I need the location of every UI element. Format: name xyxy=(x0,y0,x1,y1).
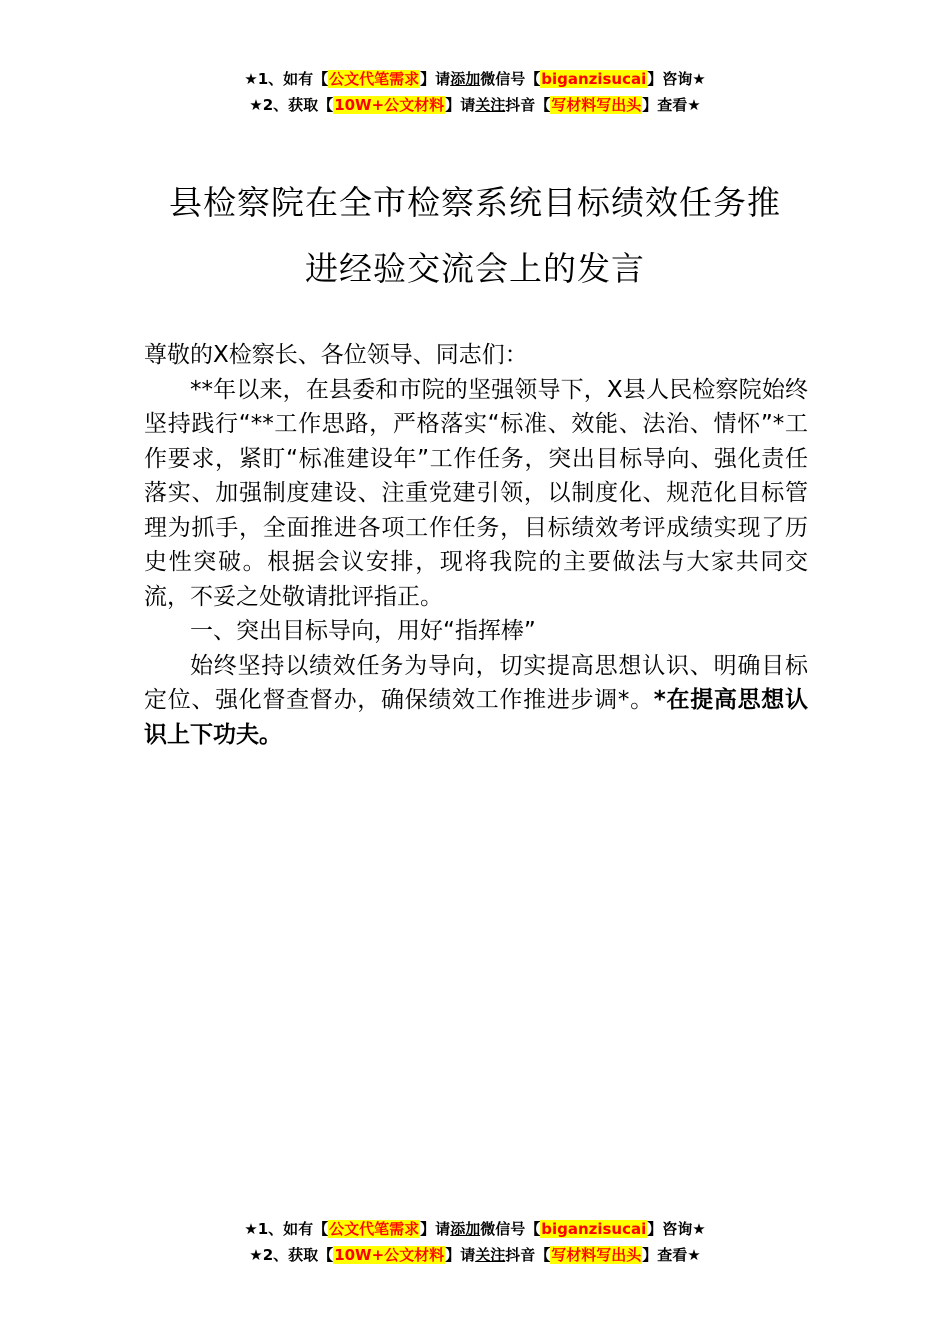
salutation: 尊敬的X检察长、各位领导、同志们： xyxy=(144,342,528,368)
highlight-wechat-id: biganzisucai xyxy=(541,70,647,88)
paragraph-section-1 xyxy=(144,649,808,753)
paragraph-intro: **年以来，在县委和市院的坚强领导下，X县人民检察院始终坚持践行“**工作思路，严格落实“标准、效能、法治、情怀”*工作要求，紧盯“标准建设年”工作任务，突出目标导向、强化责任落实、加强制度建设、注重党建引领，以制度化、规范化目标管理为抓手，全面推进各项工作任务，目标绩效考评成绩实现了历史性突破。根据会议安排，现将我院的主要做法与大家共同交流，不妥之处敬请批评指正。 xyxy=(144,376,808,610)
subheading-bold: *在提高思想认识上下功夫。 xyxy=(144,687,808,748)
highlight-service: 公文代笔需求 xyxy=(329,70,420,88)
footer-highlight-service: 公文代笔需求 xyxy=(329,1220,420,1238)
footer-highlight-wechat-id: biganzisucai xyxy=(541,1220,647,1238)
section-heading-1: 一、突出目标导向，用好“指挥棒” xyxy=(190,618,536,644)
footer-line-1: ★1、如有【公文代笔需求】请添加微信号【biganzisucai】咨询★ xyxy=(244,1220,706,1238)
document-body xyxy=(144,338,808,752)
footer-banner xyxy=(0,1216,950,1268)
banner-line-1: ★1、如有【公文代笔需求】请添加微信号【biganzisucai】咨询★ xyxy=(244,70,706,88)
footer-line-2: ★2、获取【10W+公文材料】请关注抖音【写材料写出头】查看★ xyxy=(249,1246,701,1264)
header-banner xyxy=(0,66,950,118)
title-line-2: 进经验交流会上的发言 xyxy=(305,249,645,288)
footer-highlight-materials: 10W+公文材料 xyxy=(334,1246,445,1264)
highlight-douyin: 写材料写出头 xyxy=(551,96,642,114)
document-title xyxy=(0,170,950,302)
paragraph-section-1-text: 始终坚持以绩效任务为导向，切实提高思想认识、明确目标定位、强化督查督办，确保绩效工作推进步调*。 xyxy=(144,652,808,713)
highlight-materials: 10W+公文材料 xyxy=(334,96,445,114)
title-line-1: 县检察院在全市检察系统目标绩效任务推 xyxy=(169,183,781,222)
banner-line-2: ★2、获取【10W+公文材料】请关注抖音【写材料写出头】查看★ xyxy=(249,96,701,114)
footer-highlight-douyin: 写材料写出头 xyxy=(551,1246,642,1264)
